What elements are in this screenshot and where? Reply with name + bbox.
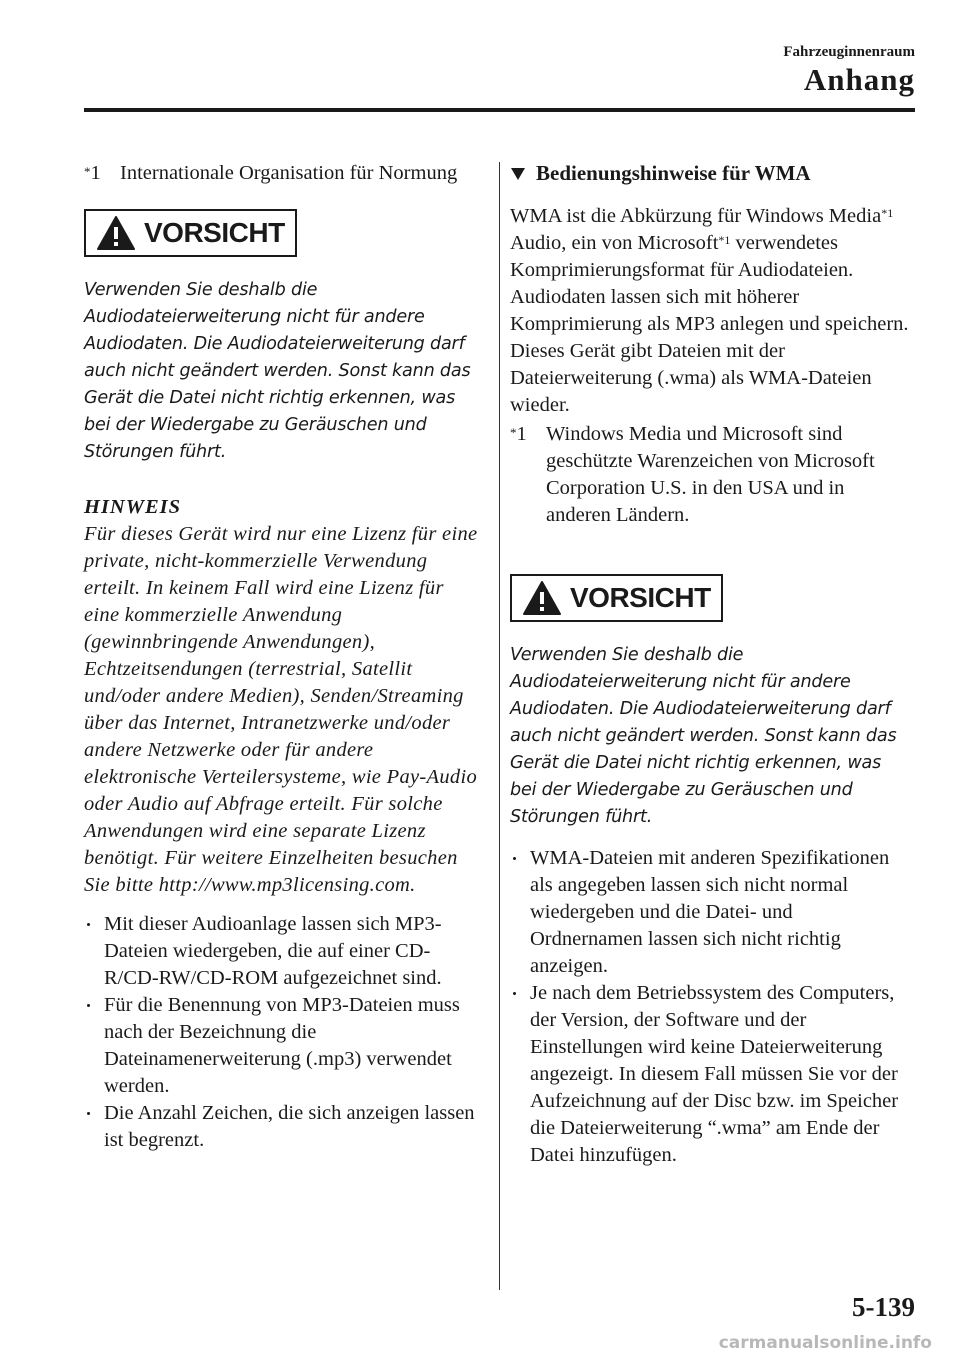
section-heading bbox=[510, 160, 910, 187]
list-item: Mit dieser Audioanlage lassen sich MP3-Dateien wiedergeben, die auf einer CD-R/CD-RW/CD-ROM aufgezeichnet sind. bbox=[84, 911, 484, 992]
note-text: Für dieses Gerät wird nur eine Lizenz für eine private, nicht-kommerzielle Verwendung erteilt. In keinem Fall wird eine Lizenz für eine kommerzielle Anwendung (gewinnbringende Anwendungen), Echtzeitsendungen (terrestrial, Satellit und/oder andere Medien), Senden/Streaming über das Internet, Intranetzwerke und/oder andere Netzwerke oder für andere elektronische Verteilersysteme, wie Pay-Audio oder Audio auf Abfrage erteilt. Für solche Anwendungen wird eine separate Lizenz benötigt. Für weitere Einzelheiten besuchen Sie bitte http://www.mp3licensing.com. bbox=[84, 523, 478, 896]
column-divider bbox=[499, 162, 500, 1290]
bullet-dot bbox=[513, 992, 516, 995]
caution-text: Verwenden Sie deshalb die Audiodateierweiterung nicht für andere Audiodaten. Die Audiodateierweiterung darf auch nicht geändert werden. Sonst kann das Gerät die Datei nicht richtig erkennen, was bei der Wiedergabe zu Geräuschen und Störungen führt. bbox=[84, 280, 471, 462]
triangle-down-icon bbox=[510, 167, 526, 181]
intro-paragraph: WMA ist die Abkürzung für Windows Media$^{*1}$ Audio, ein von Microsoft$^{*1}$ verwendetes Komprimierungsformat für Audiodateien. bbox=[510, 205, 894, 281]
bullet-list bbox=[84, 911, 484, 1154]
footnote bbox=[510, 421, 910, 529]
warning-triangle-icon bbox=[96, 215, 136, 251]
paragraph: Dieses Gerät gibt Dateien mit der Dateierweiterung (.wma) als WMA-Dateien wieder. bbox=[510, 340, 872, 416]
note-title: HINWEIS bbox=[84, 496, 182, 518]
bullet-dot bbox=[513, 857, 516, 860]
caution-box bbox=[510, 574, 723, 622]
list-item: Die Anzahl Zeichen, die sich anzeigen lassen ist begrenzt. bbox=[84, 1100, 484, 1154]
footnote-text: Internationale Organisation für Normung bbox=[120, 162, 458, 184]
footnote-marker: *1 bbox=[510, 423, 527, 445]
list-item: WMA-Dateien mit anderen Spezifikationen als angegeben lassen sich nicht normal wiedergeben und die Datei- und Ordnernamen lassen sich nicht richtig anzeigen. bbox=[510, 845, 910, 980]
caution-box-wrap bbox=[84, 209, 484, 257]
paragraph: Audiodaten lassen sich mit höherer Komprimierung als MP3 anlegen und speichern. bbox=[510, 286, 909, 335]
watermark: carmanualsonline.info bbox=[718, 1333, 932, 1353]
bullet-dot bbox=[87, 1112, 90, 1115]
header-rule bbox=[84, 108, 915, 112]
bullet-dot bbox=[87, 923, 90, 926]
footnote bbox=[84, 160, 484, 187]
chapter-title: Anhang bbox=[803, 62, 915, 97]
footnote-text: Windows Media und Microsoft sind geschützte Warenzeichen von Microsoft Corporation U.S. in den USA und in anderen Ländern. bbox=[546, 423, 875, 526]
section-name: Fahrzeuginnenraum bbox=[783, 44, 915, 60]
page-number: 5-139 bbox=[852, 1292, 915, 1322]
bullet-dot bbox=[87, 1004, 90, 1007]
left-column bbox=[84, 160, 484, 1154]
footnote-marker: *1 bbox=[84, 162, 101, 184]
warning-triangle-icon bbox=[522, 580, 562, 616]
caution-box-wrap bbox=[510, 574, 910, 622]
list-item: Je nach dem Betriebssystem des Computers, der Version, der Software und der Einstellungen wird keine Dateierweiterung angezeigt. In diesem Fall müssen Sie vor der Aufzeichnung auf der Disc bzw. im Speicher die Dateierweiterung “.wma” am Ende der Datei hinzufügen. bbox=[510, 980, 910, 1169]
list-item: Für die Benennung von MP3-Dateien muss nach der Bezeichnung die Dateinamenerweiterung (.mp3) verwendet werden. bbox=[84, 992, 484, 1100]
caution-box bbox=[84, 209, 297, 257]
bullet-list bbox=[510, 845, 910, 1169]
caution-label: VORSICHT bbox=[570, 582, 711, 613]
caution-text: Verwenden Sie deshalb die Audiodateierweiterung nicht für andere Audiodaten. Die Audiodateierweiterung darf auch nicht geändert werden. Sonst kann das Gerät die Datei nicht richtig erkennen, was bei der Wiedergabe zu Geräuschen und Störungen führt. bbox=[510, 645, 897, 827]
right-column bbox=[510, 160, 910, 1169]
section-heading-text: Bedienungshinweise für WMA bbox=[536, 161, 811, 185]
caution-label: VORSICHT bbox=[144, 217, 285, 248]
